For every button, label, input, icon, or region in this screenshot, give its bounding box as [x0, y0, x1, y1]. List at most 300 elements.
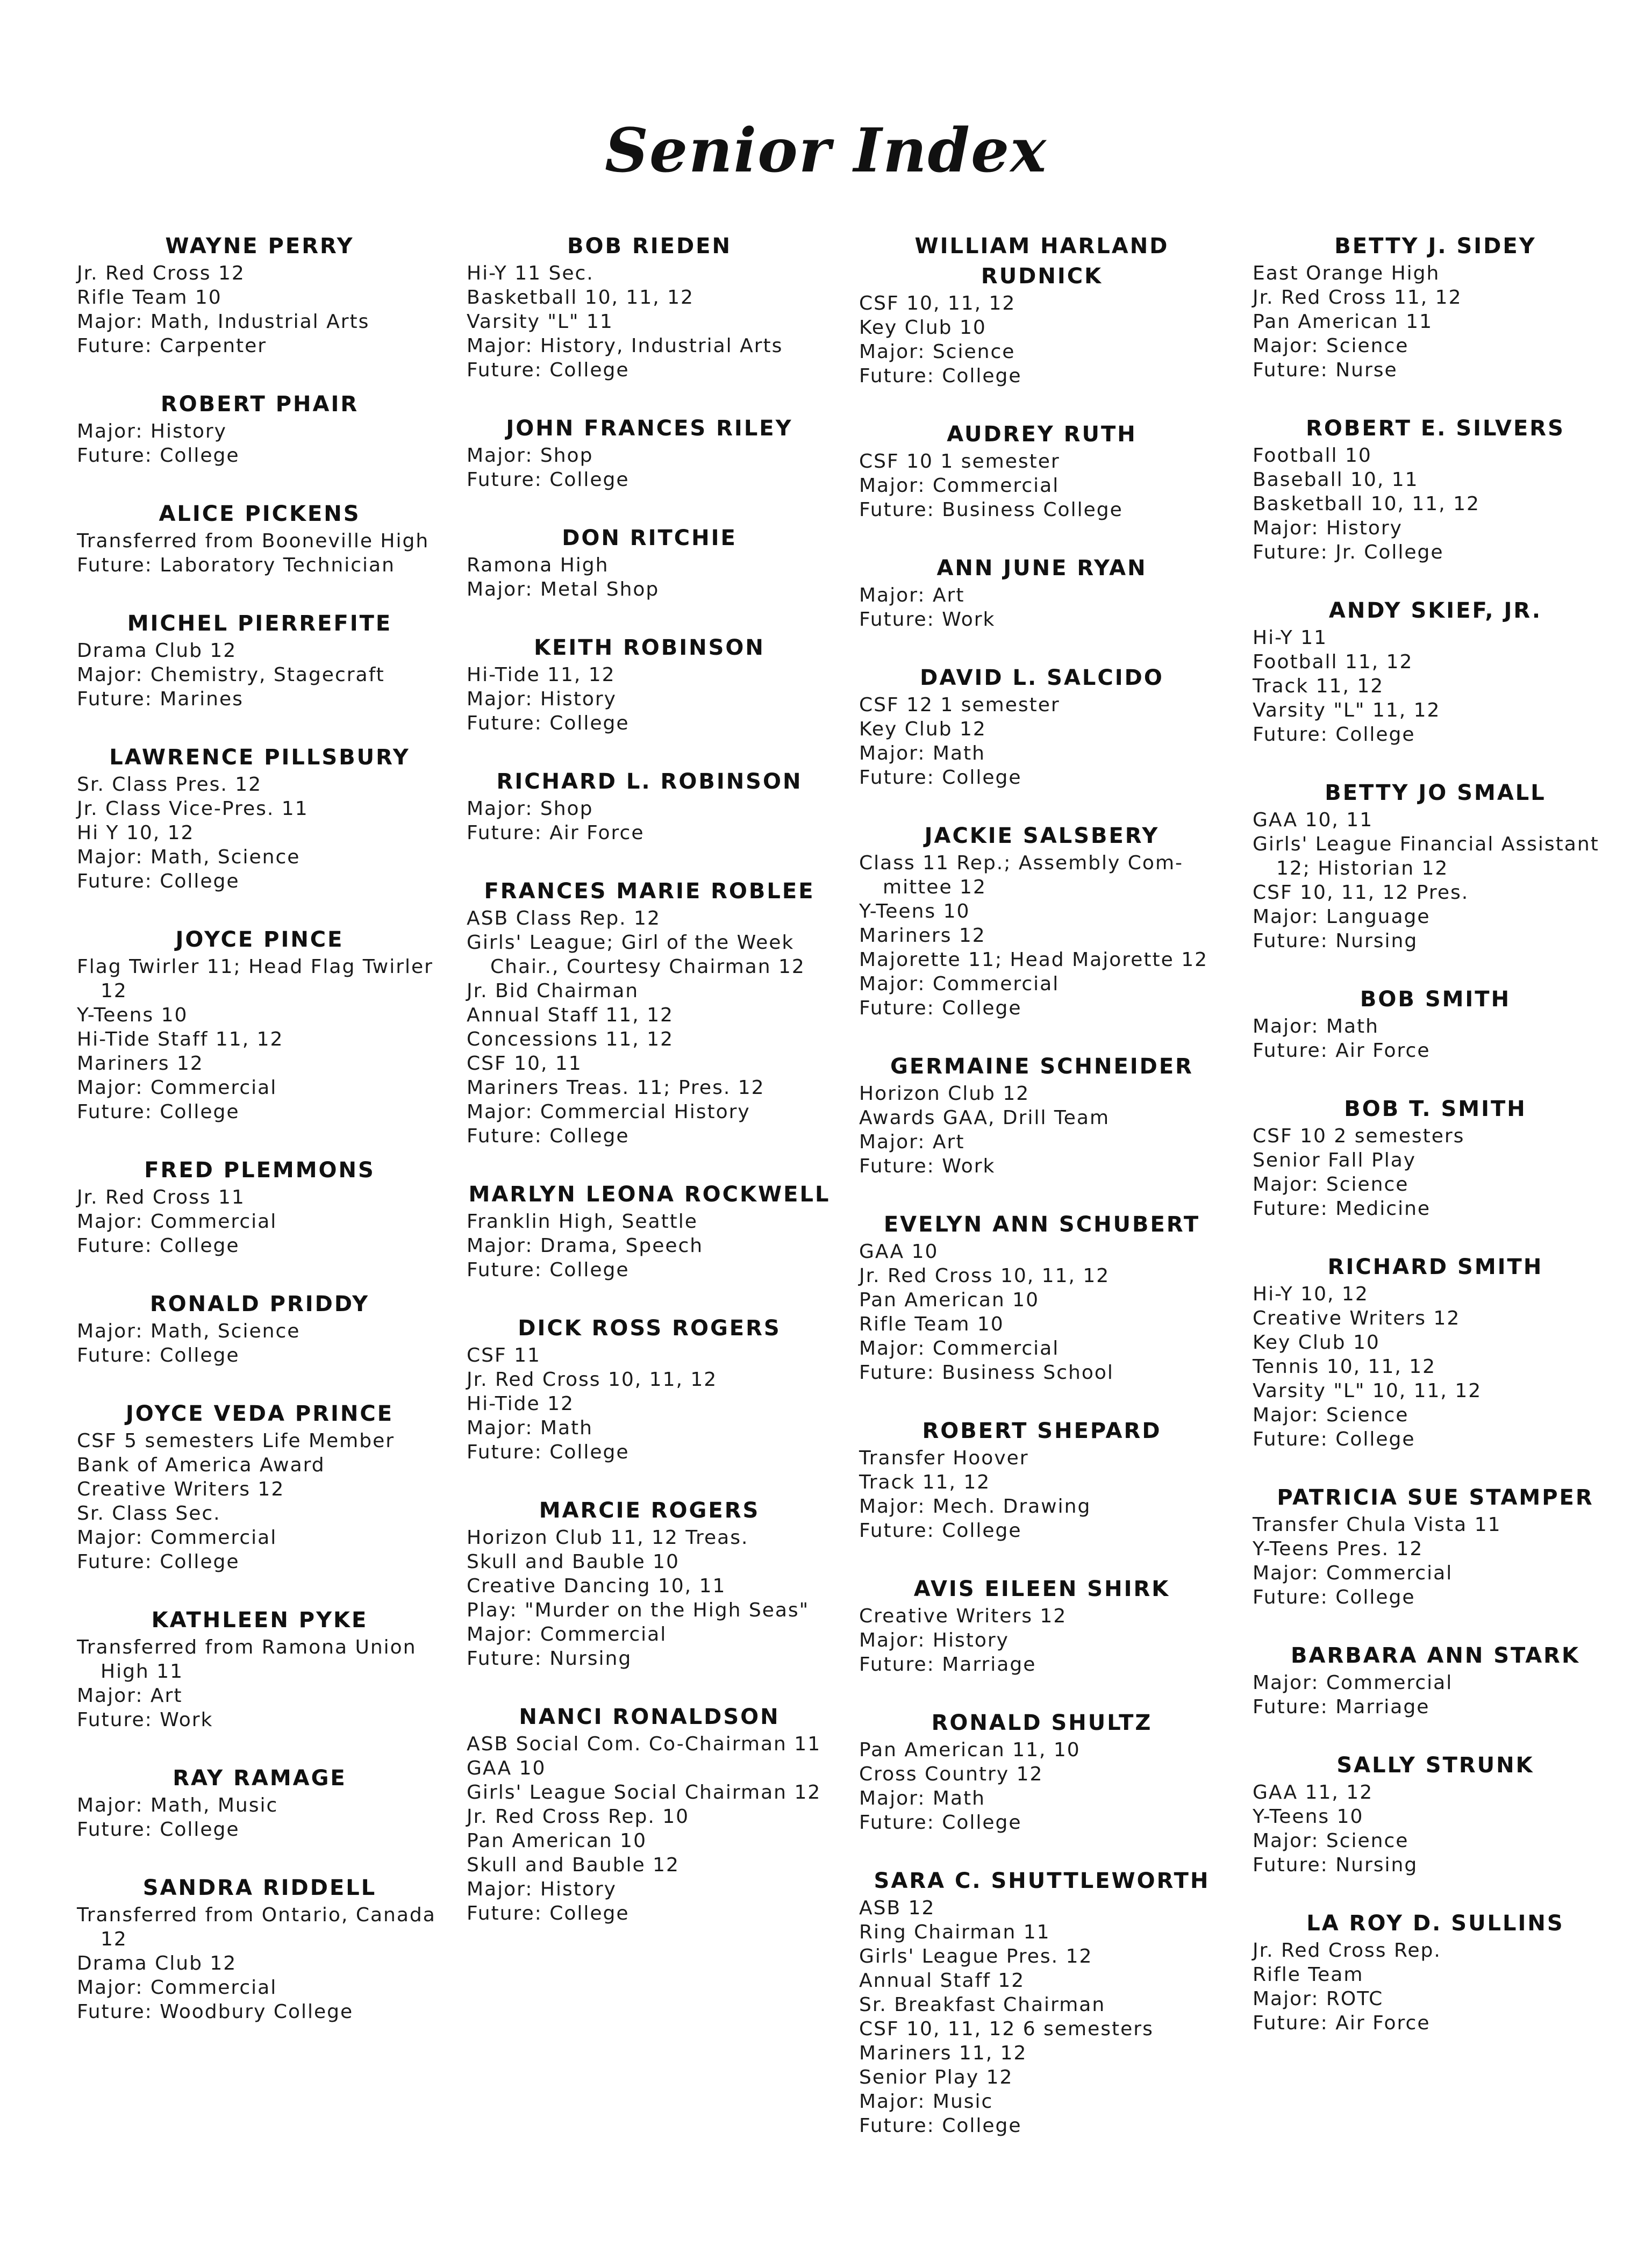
senior-activity-line: Jr. Red Cross 10, 11, 12 — [859, 1265, 1110, 1287]
senior-activities — [467, 261, 832, 382]
senior-activity-line: Major: Science — [1253, 1830, 1409, 1852]
senior-activity-line: Future: Work — [859, 1155, 996, 1177]
senior-activities — [1253, 1780, 1618, 1877]
senior-activity-line: Future: College — [77, 870, 240, 892]
senior-entry — [467, 876, 832, 1148]
senior-activity-line: Drama Club 12 — [77, 1952, 237, 1974]
senior-activity-line: Future: Marines — [77, 688, 244, 710]
senior-activity-line: CSF 10, 11, 12 6 semesters — [859, 2018, 1154, 2040]
senior-activities — [859, 1082, 1225, 1178]
senior-activity-line: GAA 10, 11 — [1253, 809, 1374, 831]
senior-activity-line: Major: Language — [1253, 906, 1431, 928]
senior-entry — [1253, 778, 1618, 953]
senior-entry — [467, 413, 832, 492]
senior-name: GERMAINE SCHNEIDER — [890, 1054, 1193, 1079]
senior-name: RONALD SHULTZ — [931, 1711, 1153, 1735]
senior-activity-line: Future: College — [859, 2115, 1022, 2137]
senior-activities — [467, 1343, 832, 1464]
senior-name: RICHARD SMITH — [1327, 1255, 1543, 1279]
senior-activities — [859, 1738, 1225, 1835]
senior-activity-line: Future: Woodbury College — [77, 2001, 354, 2023]
senior-activity-line: Future: College — [77, 1101, 240, 1123]
senior-entry — [1253, 1483, 1618, 1609]
senior-activity-line: ASB 12 — [859, 1897, 935, 1919]
senior-entry — [1253, 413, 1618, 564]
senior-activity-line: Sr. Breakfast Chairman — [859, 1994, 1106, 2016]
senior-activity-line: Major: Art — [859, 584, 965, 606]
senior-activity-line: Major: Math, Industrial Arts — [77, 311, 370, 333]
senior-name: SARA C. SHUTTLEWORTH — [874, 1869, 1210, 1893]
senior-activity-line: Hi-Y 10, 12 — [1253, 1283, 1369, 1305]
senior-activity-line: Future: College — [859, 1812, 1022, 1834]
senior-activity-line: Hi-Y 11 — [1253, 627, 1328, 649]
senior-activity-line: 12 — [101, 980, 127, 1002]
senior-activity-line: CSF 10, 11, 12 Pres. — [1253, 882, 1469, 904]
senior-activity-line: Future: Business School — [859, 1362, 1114, 1384]
senior-activity-line: Major: Commercial — [859, 973, 1060, 995]
senior-entry — [859, 1416, 1225, 1543]
senior-entry — [77, 609, 442, 711]
senior-activity-line: Ring Chairman 11 — [859, 1921, 1050, 1943]
senior-activity-line: CSF 12 1 semester — [859, 694, 1060, 716]
senior-activity-line: Major: ROTC — [1253, 1988, 1384, 2010]
senior-entry — [77, 389, 442, 468]
senior-activity-line: Drama Club 12 — [77, 640, 237, 662]
senior-activity-line: GAA 10 — [467, 1757, 546, 1779]
senior-name: ROBERT E. SILVERS — [1306, 416, 1565, 441]
senior-activity-line: Future: Jr. College — [1253, 541, 1444, 563]
senior-activities — [859, 583, 1225, 632]
senior-activities — [467, 1210, 832, 1282]
senior-activity-line: GAA 10 — [859, 1241, 939, 1263]
senior-activity-line: Future: Nursing — [1253, 930, 1418, 952]
senior-activity-line: Major: Math, Science — [77, 846, 301, 868]
senior-name: MARCIE ROGERS — [539, 1498, 760, 1523]
senior-activity-line: Varsity "L" 11 — [467, 311, 613, 333]
senior-activity-line: Future: College — [859, 997, 1022, 1019]
index-column-1 — [77, 231, 442, 2055]
senior-activity-line: Future: Medicine — [1253, 1198, 1431, 1220]
senior-activity-line: Pan American 10 — [859, 1289, 1039, 1311]
senior-activity-line: CSF 5 semesters Life Member — [77, 1430, 395, 1452]
senior-activity-line: Key Club 10 — [859, 317, 986, 339]
senior-activity-line: Play: "Murder on the High Seas" — [467, 1599, 810, 1621]
senior-activity-line: Transferred from Ontario, Canada — [77, 1904, 436, 1926]
senior-activity-line: Transferred from Ramona Union — [77, 1636, 417, 1658]
senior-entry — [77, 1873, 442, 2024]
senior-activities — [1253, 1014, 1618, 1063]
senior-activity-line: Major: Metal Shop — [467, 578, 660, 600]
senior-entry — [77, 1155, 442, 1258]
senior-activity-line: Major: History — [467, 1878, 617, 1900]
senior-activity-line: Major: Math — [1253, 1015, 1379, 1037]
senior-activity-line: Major: Commercial — [859, 1337, 1060, 1359]
senior-activity-line: Major: Math, Science — [77, 1320, 301, 1342]
senior-activity-line: Hi-Tide Staff 11, 12 — [77, 1028, 284, 1050]
senior-activities — [859, 693, 1225, 790]
senior-name: BARBARA ANN STARK — [1291, 1643, 1580, 1668]
senior-activity-line: Major: Music — [859, 2091, 993, 2113]
senior-name: ANDY SKIEF, JR. — [1328, 598, 1542, 623]
senior-activity-line: Major: Commercial — [467, 1623, 667, 1645]
senior-activity-line: Major: Math — [467, 1417, 593, 1439]
senior-activities — [859, 1446, 1225, 1543]
senior-activity-line: Major: Commercial — [1253, 1672, 1453, 1694]
senior-name: RAY RAMAGE — [173, 1766, 347, 1791]
senior-activity-line: Pan American 10 — [467, 1830, 647, 1852]
senior-activity-line: Rifle Team 10 — [77, 287, 222, 309]
senior-entry — [1253, 1252, 1618, 1451]
senior-entry — [1253, 596, 1618, 747]
senior-activity-line: Future: Air Force — [1253, 2012, 1431, 2034]
senior-activities — [1253, 1124, 1618, 1221]
senior-activity-line: Basketball 10, 11, 12 — [467, 287, 694, 309]
senior-activity-line: Jr. Red Cross 11 — [77, 1186, 245, 1208]
senior-name: EVELYN ANN SCHUBERT — [883, 1212, 1200, 1237]
senior-activities — [1253, 1938, 1618, 2035]
senior-activity-line: Major: History, Industrial Arts — [467, 335, 783, 357]
senior-activity-line: Major: Commercial History — [467, 1101, 750, 1123]
senior-name: KATHLEEN PYKE — [151, 1608, 368, 1633]
senior-activity-line: Major: Science — [859, 341, 1015, 363]
senior-activities — [467, 553, 832, 602]
senior-name: JOHN FRANCES RILEY — [506, 416, 793, 441]
senior-activity-line: Transferred from Booneville High — [77, 530, 430, 552]
senior-activities — [77, 1319, 442, 1368]
senior-entry — [77, 1289, 442, 1368]
senior-activity-line: Major: Math, Music — [77, 1794, 278, 1816]
senior-activity-line: East Orange High — [1253, 262, 1440, 284]
senior-entry — [1253, 231, 1618, 382]
senior-activity-line: Major: Commercial — [859, 475, 1060, 497]
senior-name: LA ROY D. SULLINS — [1306, 1911, 1564, 1936]
senior-activities — [77, 639, 442, 711]
senior-activity-line: Track 11, 12 — [859, 1471, 991, 1493]
senior-activity-line: Future: College — [859, 767, 1022, 789]
senior-activity-line: Major: Commercial — [77, 1211, 277, 1233]
senior-activity-line: Major: History — [1253, 517, 1403, 539]
senior-entry — [859, 553, 1225, 632]
senior-activity-line: CSF 10 1 semester — [859, 450, 1060, 473]
senior-activities — [1253, 808, 1618, 953]
senior-activity-line: Jr. Red Cross 10, 11, 12 — [467, 1369, 718, 1391]
index-column-4 — [1253, 231, 1618, 2066]
senior-activities — [467, 906, 832, 1148]
senior-name: FRED PLEMMONS — [144, 1158, 375, 1183]
senior-entry — [77, 1399, 442, 1574]
senior-activity-line: Future: Carpenter — [77, 335, 267, 357]
senior-activity-line: Future: Marriage — [859, 1654, 1036, 1676]
senior-activity-line: Y-Teens 10 — [77, 1004, 188, 1026]
senior-entry — [467, 231, 832, 382]
senior-activity-line: Hi Y 10, 12 — [77, 822, 195, 844]
senior-activity-line: Future: College — [467, 712, 630, 734]
senior-activity-line: Future: College — [77, 1551, 240, 1573]
senior-name: NANCI RONALDSON — [519, 1705, 780, 1729]
senior-entry — [1253, 1908, 1618, 2035]
senior-activity-line: Future: College — [77, 1344, 240, 1366]
senior-activity-line: Future: Business College — [859, 499, 1123, 521]
senior-activity-line: Class 11 Rep.; Assembly Com- — [859, 852, 1183, 874]
senior-activity-line: Major: Art — [859, 1131, 965, 1153]
senior-activity-line: mittee 12 — [883, 876, 986, 898]
senior-activity-line: GAA 11, 12 — [1253, 1781, 1374, 1804]
senior-activity-line: Creative Writers 12 — [77, 1478, 285, 1500]
senior-activity-line: Hi-Y 11 Sec. — [467, 262, 594, 284]
senior-activities — [77, 529, 442, 577]
senior-name: AVIS EILEEN SHIRK — [913, 1577, 1170, 1601]
senior-entry — [467, 1313, 832, 1464]
senior-activity-line: Concessions 11, 12 — [467, 1028, 674, 1050]
senior-activity-line: Major: Math — [859, 1787, 985, 1809]
senior-activities — [77, 1903, 442, 2024]
senior-entry — [859, 1210, 1225, 1385]
senior-entry — [859, 1051, 1225, 1178]
senior-activities — [467, 797, 832, 845]
senior-activity-line: Y-Teens 10 — [1253, 1806, 1364, 1828]
senior-activities — [859, 449, 1225, 522]
senior-activity-line: Transfer Chula Vista 11 — [1253, 1514, 1501, 1536]
senior-activity-line: Future: College — [1253, 724, 1415, 746]
senior-activity-line: Football 11, 12 — [1253, 651, 1413, 673]
senior-name: JOYCE VEDA PRINCE — [125, 1401, 394, 1426]
senior-activities — [467, 1526, 832, 1671]
senior-entry — [859, 1574, 1225, 1677]
senior-activity-line: Basketball 10, 11, 12 — [1253, 493, 1480, 515]
senior-name: KEITH ROBINSON — [534, 635, 765, 660]
senior-activity-line: Future: College — [467, 1259, 630, 1281]
senior-activity-line: Future: Air Force — [1253, 1040, 1431, 1062]
senior-entry — [467, 1702, 832, 1926]
senior-name: BOB SMITH — [1360, 987, 1511, 1012]
senior-name: AUDREY RUTH — [947, 422, 1137, 447]
senior-activity-line: Mariners Treas. 11; Pres. 12 — [467, 1077, 765, 1099]
senior-name: WAYNE PERRY — [165, 234, 354, 259]
senior-activity-line: Future: College — [467, 1902, 630, 1924]
senior-activity-line: Major: Math — [859, 742, 985, 764]
senior-activity-line: Future: College — [467, 1441, 630, 1463]
senior-name: WILLIAM HARLAND RUDNICK — [914, 234, 1169, 289]
senior-activity-line: Girls' League Social Chairman 12 — [467, 1781, 821, 1804]
senior-activities — [859, 1896, 1225, 2138]
senior-activity-line: Rifle Team — [1253, 1964, 1364, 1986]
senior-activity-line: CSF 10, 11 — [467, 1053, 582, 1075]
senior-name: JOYCE PINCE — [175, 927, 344, 952]
senior-activity-line: Major: Commercial — [77, 1077, 277, 1099]
senior-activity-line: Rifle Team 10 — [859, 1313, 1004, 1335]
senior-activity-line: Varsity "L" 10, 11, 12 — [1253, 1380, 1482, 1402]
senior-activity-line: Future: Work — [77, 1709, 213, 1731]
senior-entry — [467, 767, 832, 845]
senior-activity-line: Future: Marriage — [1253, 1696, 1430, 1718]
senior-entry — [77, 1605, 442, 1732]
senior-activity-line: Future: College — [1253, 1428, 1415, 1450]
senior-activities — [1253, 1671, 1618, 1719]
senior-activity-line: Jr. Bid Chairman — [467, 980, 639, 1002]
senior-activity-line: Major: Art — [77, 1685, 183, 1707]
senior-activity-line: CSF 10 2 semesters — [1253, 1125, 1465, 1147]
senior-activity-line: Major: Science — [1253, 1173, 1409, 1196]
senior-entry — [859, 1708, 1225, 1835]
senior-activity-line: Major: Commercial — [77, 1977, 277, 1999]
senior-activity-line: CSF 11 — [467, 1344, 541, 1366]
senior-activity-line: Cross Country 12 — [859, 1763, 1043, 1785]
senior-activity-line: Horizon Club 12 — [859, 1083, 1030, 1105]
senior-activity-line: Track 11, 12 — [1253, 675, 1384, 697]
index-column-3 — [859, 231, 1225, 2169]
senior-activities — [859, 1240, 1225, 1385]
senior-activity-line: Creative Writers 12 — [1253, 1307, 1461, 1329]
senior-name: RONALD PRIDDY — [149, 1292, 370, 1316]
senior-name: BOB RIEDEN — [567, 234, 732, 259]
senior-activity-line: Future: Work — [859, 609, 996, 631]
senior-entry — [467, 1495, 832, 1671]
senior-activities — [77, 955, 442, 1124]
senior-activity-line: Annual Staff 12 — [859, 1970, 1025, 1992]
senior-activity-line: Future: Laboratory Technician — [77, 554, 395, 576]
senior-name: MICHEL PIERREFITE — [127, 611, 392, 636]
senior-name: DON RITCHIE — [562, 526, 737, 550]
senior-entry — [1253, 1641, 1618, 1719]
senior-activities — [77, 1185, 442, 1258]
senior-activity-line: Major: Chemistry, Stagecraft — [77, 664, 385, 686]
senior-name: JACKIE SALSBERY — [924, 824, 1160, 848]
senior-activities — [467, 443, 832, 492]
senior-entry — [859, 419, 1225, 522]
senior-name: BOB T. SMITH — [1344, 1097, 1527, 1121]
senior-activity-line: Future: Nursing — [467, 1648, 632, 1670]
senior-name: BETTY JO SMALL — [1325, 781, 1546, 805]
senior-activity-line: Bank of America Award — [77, 1454, 325, 1476]
senior-activity-line: Majorette 11; Head Majorette 12 — [859, 949, 1208, 971]
senior-activity-line: Creative Writers 12 — [859, 1605, 1067, 1627]
senior-activity-line: Creative Dancing 10, 11 — [467, 1575, 726, 1597]
senior-entry — [467, 633, 832, 735]
senior-name: ROBERT PHAIR — [160, 392, 359, 417]
senior-activity-line: Jr. Red Cross 12 — [77, 262, 245, 284]
senior-name: RICHARD L. ROBINSON — [496, 769, 803, 794]
senior-entry — [77, 1763, 442, 1842]
senior-activities — [859, 1604, 1225, 1677]
senior-activity-line: 12 — [101, 1928, 127, 1950]
senior-activity-line: Jr. Red Cross 11, 12 — [1253, 287, 1462, 309]
senior-activity-line: Y-Teens Pres. 12 — [1253, 1538, 1424, 1560]
senior-activity-line: Awards GAA, Drill Team — [859, 1107, 1110, 1129]
senior-activity-line: Ramona High — [467, 554, 609, 576]
senior-name: DAVID L. SALCIDO — [920, 666, 1164, 690]
page-title: Senior Index — [605, 116, 1047, 186]
senior-name: ANN JUNE RYAN — [936, 556, 1147, 581]
senior-activity-line: Major: History — [859, 1629, 1009, 1651]
senior-activity-line: Future: College — [77, 1819, 240, 1841]
senior-entry — [1253, 1094, 1618, 1221]
senior-activity-line: Senior Fall Play — [1253, 1149, 1417, 1171]
senior-activity-line: Girls' League; Girl of the Week — [467, 932, 795, 954]
senior-activity-line: Horizon Club 11, 12 Treas. — [467, 1527, 749, 1549]
senior-name: MARLYN LEONA ROCKWELL — [468, 1182, 831, 1207]
senior-activity-line: Girls' League Pres. 12 — [859, 1945, 1093, 1967]
senior-activity-line: Future: College — [859, 1520, 1022, 1542]
senior-activity-line: Mariners 12 — [77, 1053, 204, 1075]
senior-activity-line: Future: College — [77, 445, 240, 467]
senior-activity-line: Flag Twirler 11; Head Flag Twirler — [77, 956, 433, 978]
senior-activities — [77, 419, 442, 468]
senior-name: BETTY J. SIDEY — [1334, 234, 1536, 259]
senior-activity-line: Hi-Tide 11, 12 — [467, 664, 616, 686]
senior-activity-line: Skull and Bauble 10 — [467, 1551, 680, 1573]
senior-activities — [467, 663, 832, 735]
senior-activities — [1253, 1282, 1618, 1451]
senior-name: LAWRENCE PILLSBURY — [109, 745, 410, 770]
senior-activity-line: ASB Social Com. Co-Chairman 11 — [467, 1733, 821, 1755]
senior-entry — [859, 821, 1225, 1020]
senior-activity-line: Girls' League Financial Assistant — [1253, 833, 1599, 855]
senior-activity-line: Jr. Red Cross Rep. — [1253, 1940, 1441, 1962]
senior-activities — [1253, 626, 1618, 747]
senior-activity-line: Major: Science — [1253, 1404, 1409, 1426]
senior-activity-line: Future: Nursing — [1253, 1854, 1418, 1876]
senior-activity-line: Future: College — [77, 1235, 240, 1257]
senior-activity-line: Major: Science — [1253, 335, 1409, 357]
senior-activities — [1253, 1513, 1618, 1609]
senior-activity-line: Chair., Courtesy Chairman 12 — [490, 956, 805, 978]
senior-activity-line: Annual Staff 11, 12 — [467, 1004, 674, 1026]
senior-activities — [77, 261, 442, 358]
senior-activities — [77, 1635, 442, 1732]
senior-activity-line: Hi-Tide 12 — [467, 1393, 574, 1415]
senior-activity-line: Key Club 12 — [859, 718, 986, 740]
senior-activity-line: Future: Air Force — [467, 822, 645, 844]
senior-activities — [1253, 261, 1618, 382]
senior-name: PATRICIA SUE STAMPER — [1277, 1485, 1594, 1510]
senior-name: SANDRA RIDDELL — [142, 1876, 377, 1900]
senior-activity-line: Major: Shop — [467, 798, 593, 820]
senior-activity-line: Key Club 10 — [1253, 1332, 1380, 1354]
senior-activity-line: Tennis 10, 11, 12 — [1253, 1356, 1436, 1378]
senior-activity-line: Future: Nurse — [1253, 359, 1398, 381]
senior-activity-line: Major: Drama, Speech — [467, 1235, 704, 1257]
senior-activity-line: Jr. Red Cross Rep. 10 — [467, 1806, 690, 1828]
senior-activity-line: Transfer Hoover — [859, 1447, 1029, 1469]
senior-activity-line: High 11 — [101, 1661, 183, 1683]
senior-activity-line: Pan American 11, 10 — [859, 1739, 1081, 1761]
senior-name: DICK ROSS ROGERS — [518, 1316, 781, 1341]
senior-activity-line: Mariners 12 — [859, 925, 986, 947]
senior-entry — [77, 231, 442, 358]
senior-activity-line: Future: College — [467, 1125, 630, 1147]
senior-activity-line: 12; Historian 12 — [1276, 857, 1449, 879]
senior-activity-line: Future: College — [1253, 1586, 1415, 1608]
senior-activities — [77, 1793, 442, 1842]
senior-entry — [77, 925, 442, 1124]
senior-activity-line: CSF 10, 11, 12 — [859, 292, 1016, 314]
senior-entry — [77, 742, 442, 893]
senior-activity-line: Major: Mech. Drawing — [859, 1495, 1091, 1518]
senior-activities — [77, 772, 442, 893]
senior-activity-line: ASB Class Rep. 12 — [467, 907, 661, 929]
senior-activity-line: Y-Teens 10 — [859, 900, 970, 922]
senior-activities — [859, 291, 1225, 388]
senior-activity-line: Major: Commercial — [77, 1527, 277, 1549]
senior-activity-line: Varsity "L" 11, 12 — [1253, 699, 1441, 721]
senior-activity-line: Football 10 — [1253, 445, 1372, 467]
senior-activity-line: Pan American 11 — [1253, 311, 1433, 333]
senior-entry — [77, 499, 442, 577]
senior-activity-line: Major: History — [77, 420, 227, 442]
index-column-2 — [467, 231, 832, 1957]
senior-entry — [859, 663, 1225, 790]
senior-activity-line: Future: College — [467, 469, 630, 491]
